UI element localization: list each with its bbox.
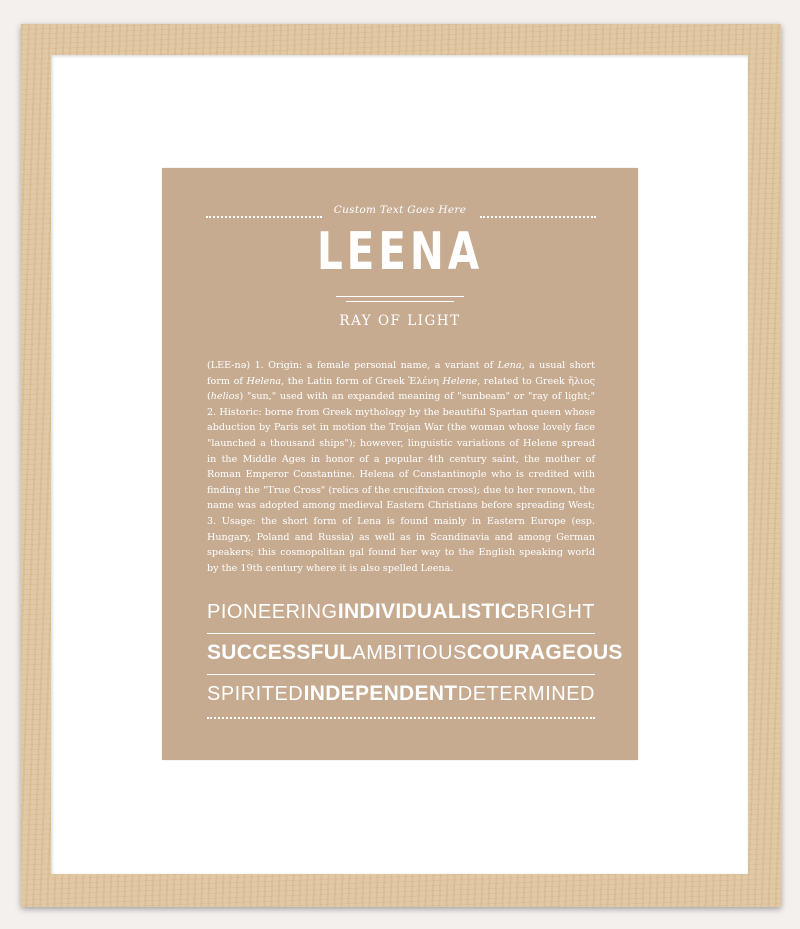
name-definition	[207, 358, 595, 576]
definition-segment: Helena	[246, 375, 282, 387]
trait-row-divider	[207, 633, 595, 634]
definition-segment: (LEE-nə) 1. Origin: a female personal name, a variant of	[207, 360, 498, 371]
trait-word: COURAGEOUS	[466, 641, 623, 664]
trait-row	[207, 641, 623, 665]
white-mat	[51, 55, 748, 874]
name-underline-top	[336, 296, 464, 297]
trait-word: INDIVIDUALISTIC	[337, 600, 517, 623]
trait-row-divider	[207, 674, 595, 675]
tagline: Custom Text Goes Here	[333, 204, 467, 216]
definition-segment: Lena	[497, 360, 522, 371]
trait-row	[207, 600, 595, 624]
bottom-dotted-ornament	[207, 717, 595, 719]
trait-word: BRIGHT	[516, 601, 595, 623]
trait-word: PIONEERING	[207, 601, 338, 623]
trait-word: SPIRITED	[207, 683, 304, 705]
definition-segment: , the Latin form of Greek Ἑλένη	[281, 375, 443, 387]
trait-word: SUCCESSFUL	[207, 641, 353, 664]
right-dotted-ornament	[480, 216, 596, 218]
name-underline-bottom	[346, 301, 454, 302]
definition-segment: ) "sun," used with an expanded meaning of "sunbeam" or "ray of light;" 2. Historic: borne from Greek mythology by the beautiful Spartan queen whose abduction by Paris set in motion the Trojan War (the woman whose lovely face "launched a thousand ships"); however, linguistic variations of Helene spread in the Middle Ages in honor of a popular 4th century saint, the mother of Roman Emperor Constantine. Helena of Constantinople who is credited with finding the "True Cross" (relics of the crucifixion cross); due to her renown, the name was adopted among medieval Eastern Christians before spreading West; 3. Usage: the short form of Lena is found mainly in Eastern Europe (esp. Hungary, Poland and Russia) as well as in Scandinavia and among German speakers; this cosmopolitan gal found her way to the English speaking world by the 19th century where it is also spelled Leena.	[207, 391, 595, 574]
trait-word: INDEPENDENT	[303, 682, 458, 705]
name-title: LEENA	[316, 222, 484, 282]
definition-segment: , related to Greek ἥλιος (	[207, 375, 596, 403]
name-meaning: RAY OF LIGHT	[339, 313, 461, 329]
trait-word: DETERMINED	[457, 683, 595, 705]
name-print	[162, 168, 638, 760]
trait-row	[207, 682, 595, 706]
definition-segment: helios	[210, 391, 240, 403]
trait-word: AMBITIOUS	[352, 642, 467, 664]
wooden-frame	[21, 24, 781, 907]
definition-segment: Helene	[442, 375, 478, 387]
left-dotted-ornament	[206, 216, 322, 218]
definition-segment: , a usual short form of	[207, 360, 596, 387]
